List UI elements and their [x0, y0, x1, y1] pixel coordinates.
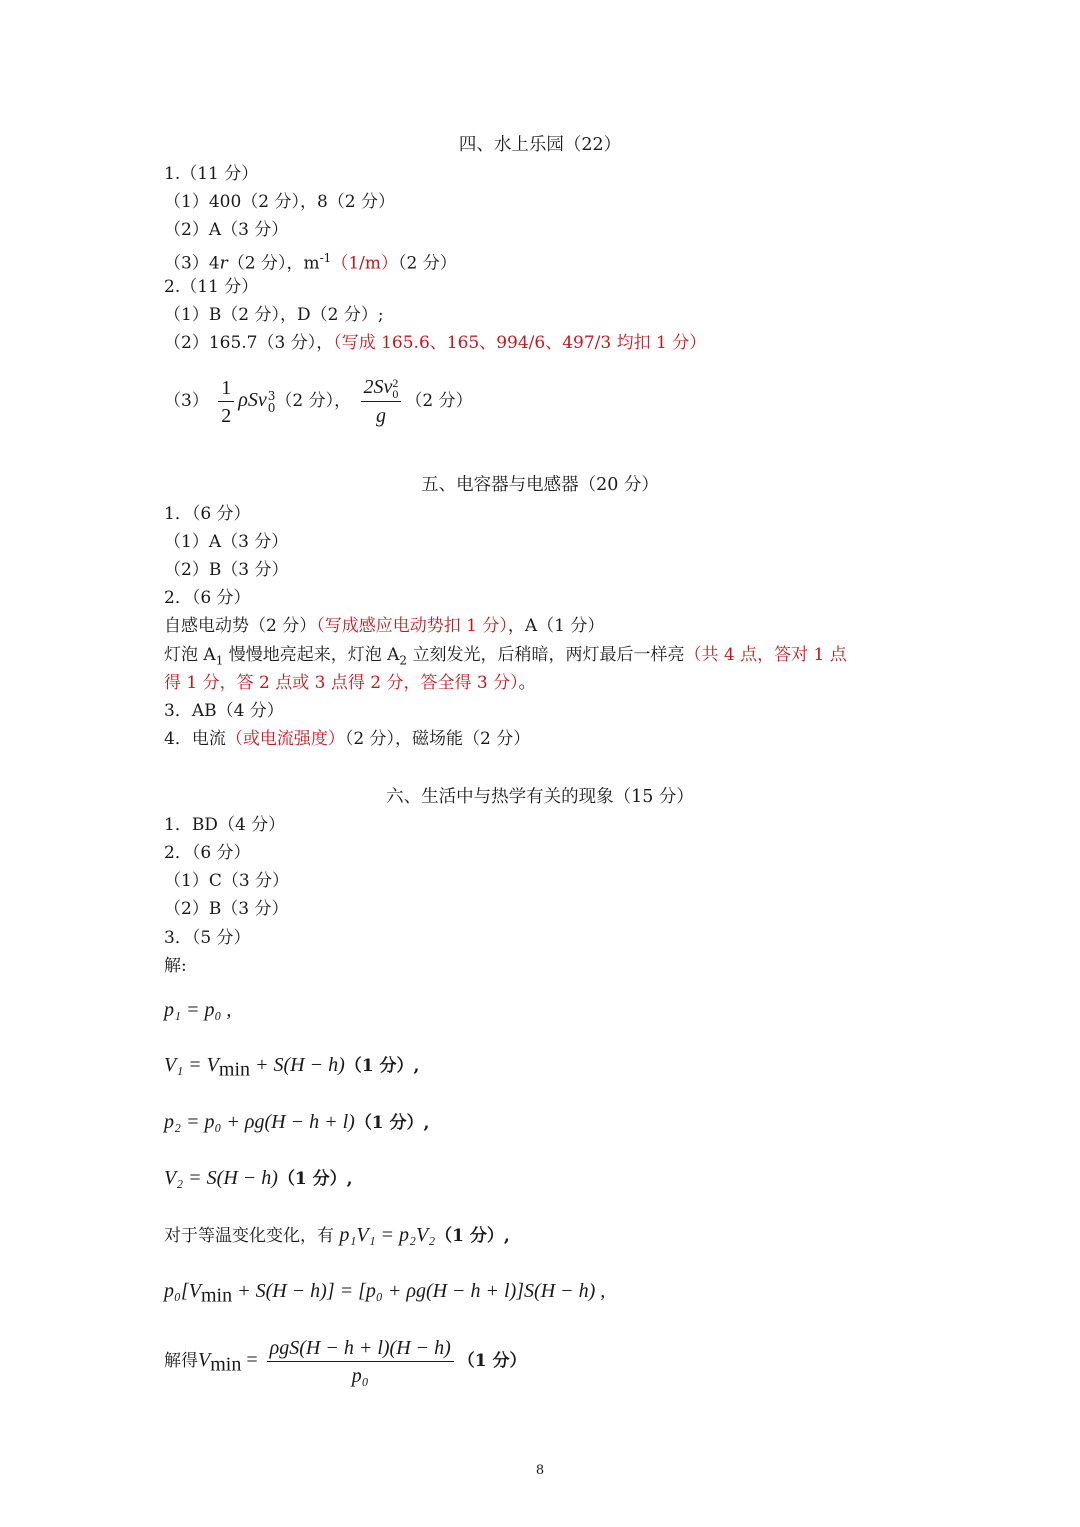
fraction-half-num: 1	[218, 376, 234, 402]
s5-q2-c-end: 。	[518, 673, 536, 693]
s4-q1-3-c: （2 分）	[398, 253, 457, 274]
eq-result	[164, 1330, 527, 1394]
s6-solution-label: 解:	[164, 956, 187, 976]
s4-q1-3-red: （1/m）	[331, 253, 398, 274]
eq-isothermal-text: 对于等温变化变化，有	[164, 1226, 340, 1246]
eq-isothermal-points: （1 分）,	[435, 1226, 510, 1246]
s5-q2-b2: 慢慢地亮起来，灯泡 A	[223, 645, 400, 665]
s6-q1: 1．BD（4 分）	[164, 815, 286, 835]
s5-q2-b3: 立刻发光，后稍暗，两灯最后一样亮	[407, 645, 685, 665]
section-6-heading: 六、生活中与热学有关的现象（15 分）	[386, 787, 694, 807]
s5-q2-b-sub2: 2	[399, 653, 408, 668]
f2-sub: 0	[392, 386, 399, 401]
eq-result-v: V	[198, 1349, 211, 1371]
s5-q1-1: （1）A（3 分）	[164, 532, 289, 552]
fraction-g-den: g	[375, 404, 386, 427]
s5-q2-a-text: 自感电动势（2 分）	[164, 616, 317, 636]
s4-q1-1: （1）400（2 分），8（2 分）	[164, 192, 396, 212]
s4-q1-2: （2）A（3 分）	[164, 220, 289, 240]
eq-v1-b: + S(H − h)	[250, 1054, 345, 1076]
f2-scripts	[392, 375, 399, 401]
eq-v1-a: V₁ = V	[164, 1054, 219, 1076]
s4-q1-3-sup: -1	[319, 251, 332, 265]
s6-q2-2: （2）B（3 分）	[164, 899, 289, 919]
s5-q4-b: （2 分），磁场能（2 分）	[344, 729, 531, 749]
s5-q4	[164, 729, 530, 749]
eq-expanded	[164, 1278, 605, 1308]
s5-q2: 2．（6 分）	[164, 588, 251, 608]
eq-v1-points: （1 分）,	[344, 1056, 420, 1076]
f2-num-text: 2Sv	[363, 376, 393, 399]
eq-result-num: ρgS(H − h + l)(H − h)	[267, 1336, 454, 1362]
eq-p2-expr: p₂ = p₀ + ρg(H − h + l)	[164, 1111, 355, 1133]
s5-q4-a: 4．电流	[164, 729, 226, 749]
s4-q2-3	[164, 370, 473, 431]
eq-isothermal-expr: p₁V₁ = p₂V₂	[339, 1224, 436, 1246]
eq-v2-expr: V₂ = S(H − h)	[164, 1167, 278, 1189]
fraction-2sv-g	[361, 375, 402, 427]
s4-q1-3-r: r	[219, 253, 228, 274]
eq-result-fraction	[267, 1336, 454, 1388]
v0-sub: 0	[267, 400, 276, 415]
s5-q1: 1．（6 分）	[164, 504, 251, 524]
fraction-2sv-num	[361, 375, 402, 401]
s5-q2-a	[164, 616, 604, 636]
s5-q2-b1: 灯泡 A	[164, 645, 216, 665]
eq-v1	[164, 1052, 419, 1082]
s4-q1-3-a: （3）4	[164, 253, 220, 274]
eq-p2	[164, 1109, 429, 1136]
eq-v2	[164, 1165, 353, 1192]
eq-expanded-b: + S(H − h)] = [p₀ + ρg(H − h + l)]S(H − h) ,	[232, 1280, 606, 1302]
s4-q2-2-red: （写成 165.6、165、994/6、497/3 均扣 1 分）	[333, 333, 707, 353]
page-number: 8	[535, 1463, 545, 1478]
s5-q2-c-red: 得 1 分，答 2 点或 3 点得 2 分，答全得 3 分）	[164, 673, 519, 693]
eq-v2-points: （1 分）,	[277, 1169, 353, 1189]
fraction-half	[218, 376, 234, 428]
eq-v1-sub: min	[218, 1058, 251, 1081]
fraction-half-den: 2	[221, 404, 232, 427]
s5-q2-b-red: （共 4 点，答对 1 点	[684, 645, 847, 665]
expr-rho-s-v: ρSv	[238, 389, 267, 411]
s4-q1: 1.（11 分）	[164, 164, 259, 184]
s5-q2-b-sub1: 1	[215, 653, 224, 668]
s5-q2-c	[164, 673, 536, 693]
s5-q1-2: （2）B（3 分）	[164, 560, 289, 580]
eq-p2-points: （1 分）,	[354, 1113, 430, 1133]
eq-result-den: p₀	[351, 1364, 369, 1387]
eq-result-sub: min	[210, 1353, 242, 1376]
s4-q1-3	[164, 248, 457, 274]
s4-q2-2	[164, 333, 706, 353]
s4-q2: 2.（11 分）	[164, 277, 259, 297]
s5-q2-a-end: ，A（1 分）	[507, 616, 605, 636]
eq-expanded-a: p₀[V	[164, 1280, 201, 1302]
v0-sup: 3	[267, 388, 276, 403]
eq-result-points: （1 分）	[457, 1351, 527, 1371]
f2-points: （2 分）	[405, 391, 473, 411]
s4-q2-3-label: （3）	[164, 391, 209, 411]
s5-q2-a-red: （写成感应电动势扣 1 分）	[316, 616, 508, 636]
eq-result-text: 解得	[164, 1351, 198, 1371]
section-4-heading: 四、水上乐园（22）	[458, 135, 622, 155]
s4-q2-2-a: （2）165.7（3 分），	[164, 333, 334, 353]
s5-q2-b	[164, 645, 847, 670]
f1-points: （2 分），	[275, 391, 352, 411]
eq-p1: p₁ = p₀ ,	[164, 999, 232, 1021]
s5-q3: 3．AB（4 分）	[164, 701, 284, 721]
s4-q1-3-b: （2 分），m	[227, 253, 320, 274]
s4-q2-1: （1）B（2 分），D（2 分）;	[164, 305, 384, 325]
eq-result-equals: =	[241, 1349, 263, 1371]
eq-isothermal	[164, 1222, 510, 1249]
section-5-heading: 五、电容器与电感器（20 分）	[421, 475, 659, 495]
f2-sup: 2	[392, 375, 399, 390]
s6-q3: 3．（5 分）	[164, 928, 251, 948]
s6-q2: 2．（6 分）	[164, 843, 251, 863]
eq-expanded-sub: min	[200, 1284, 233, 1307]
s5-q4-red: （或电流强度）	[225, 729, 345, 749]
s6-q2-1: （1）C（3 分）	[164, 871, 290, 891]
